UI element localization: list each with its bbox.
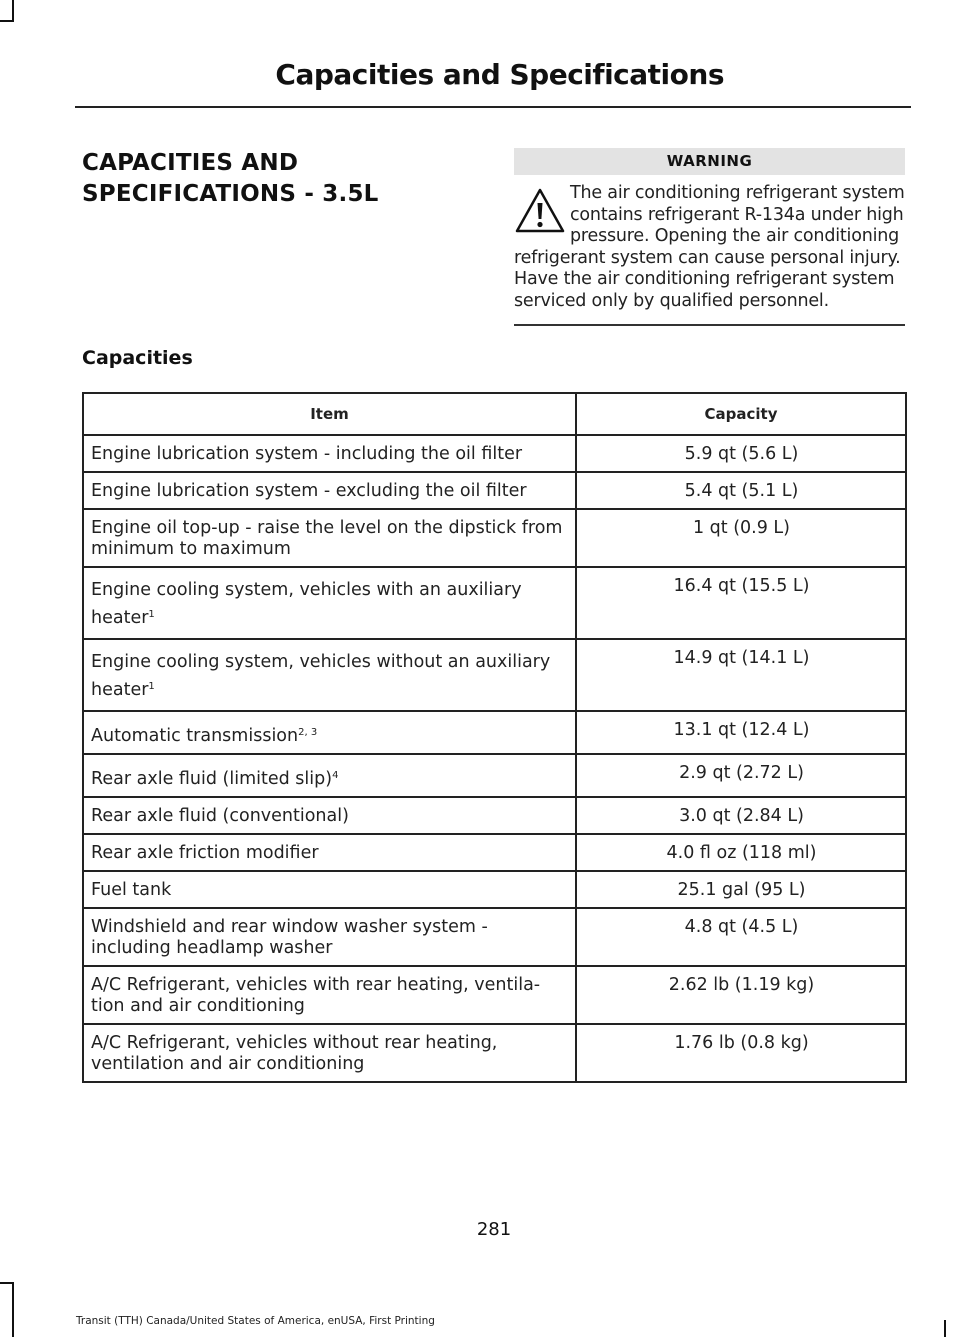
warning-triangle-icon <box>514 187 566 235</box>
table-header-row <box>83 393 906 435</box>
capacity-cell: 1 qt (0.9 L) <box>576 509 906 567</box>
column-header-capacity: Capacity <box>576 393 906 435</box>
capacity-cell: 16.4 qt (15.5 L) <box>576 567 906 639</box>
table-row <box>83 908 906 966</box>
table-row <box>83 797 906 834</box>
capacity-cell: 4.0 fl oz (118 ml) <box>576 834 906 871</box>
table-row <box>83 567 906 639</box>
crop-mark <box>944 1320 946 1337</box>
table-row <box>83 1024 906 1082</box>
table-row <box>83 711 906 754</box>
warning-body <box>514 183 905 312</box>
table-row <box>83 754 906 797</box>
capacity-cell: 3.0 qt (2.84 L) <box>576 797 906 834</box>
item-cell: A/C Refrigerant, vehicles without rear heating, ventilation and air conditioning <box>83 1024 576 1082</box>
item-cell: Rear axle fluid (conventional) <box>83 797 576 834</box>
section-title: CAPACITIES AND SPECIFICATIONS - 3.5L <box>82 150 379 207</box>
item-cell: A/C Refrigerant, vehicles with rear heating, ventila-tion and air conditioning <box>83 966 576 1024</box>
table-row <box>83 639 906 711</box>
capacity-cell: 25.1 gal (95 L) <box>576 871 906 908</box>
warning-heading: WARNING <box>514 148 905 175</box>
item-cell: Windshield and rear window washer system - including headlamp washer <box>83 908 576 966</box>
footer-text: Transit (TTH) Canada/United States of America, enUSA, First Printing <box>76 1315 435 1327</box>
item-cell: Engine lubrication system - excluding the oil filter <box>83 472 576 509</box>
item-cell: Rear axle fluid (limited slip)$^4$ <box>83 754 576 797</box>
capacity-cell: 2.62 lb (1.19 kg) <box>576 966 906 1024</box>
warning-box <box>514 148 905 326</box>
crop-mark <box>12 1282 14 1337</box>
header-rule <box>75 106 911 108</box>
crop-mark <box>0 1282 14 1284</box>
capacity-cell: 2.9 qt (2.72 L) <box>576 754 906 797</box>
item-cell: Automatic transmission$^{2, 3}$ <box>83 711 576 754</box>
warning-text: The air conditioning refrigerant system contains refrigerant R-134a under high pressure. Opening the air conditioning refrigerant system can cause personal injury. Have the air conditioning refrigerant system serviced only by qualified personnel. <box>514 183 905 311</box>
item-cell: Fuel tank <box>83 871 576 908</box>
item-cell: Engine lubrication system - including the oil filter <box>83 435 576 472</box>
page-header-title: Capacities and Specifications <box>275 58 724 91</box>
capacities-heading: Capacities <box>82 347 193 369</box>
capacity-cell: 5.4 qt (5.1 L) <box>576 472 906 509</box>
item-cell: Rear axle friction modifier <box>83 834 576 871</box>
item-cell: Engine oil top-up - raise the level on the dipstick from minimum to maximum <box>83 509 576 567</box>
capacity-cell: 14.9 qt (14.1 L) <box>576 639 906 711</box>
table-row <box>83 966 906 1024</box>
crop-mark <box>12 0 14 20</box>
table-row <box>83 509 906 567</box>
item-cell: Engine cooling system, vehicles with an auxiliary heater$^1$ <box>83 567 576 639</box>
capacity-cell: 1.76 lb (0.8 kg) <box>576 1024 906 1082</box>
capacity-cell: 13.1 qt (12.4 L) <box>576 711 906 754</box>
capacity-cell: 5.9 qt (5.6 L) <box>576 435 906 472</box>
capacities-table <box>82 392 907 1083</box>
table-row <box>83 472 906 509</box>
capacity-cell: 4.8 qt (4.5 L) <box>576 908 906 966</box>
crop-mark <box>0 20 14 22</box>
column-header-item: Item <box>83 393 576 435</box>
item-cell: Engine cooling system, vehicles without an auxiliary heater$^1$ <box>83 639 576 711</box>
warning-rule <box>514 324 905 326</box>
table-row <box>83 834 906 871</box>
page-number: 281 <box>476 1219 512 1240</box>
table-row <box>83 435 906 472</box>
table-row <box>83 871 906 908</box>
